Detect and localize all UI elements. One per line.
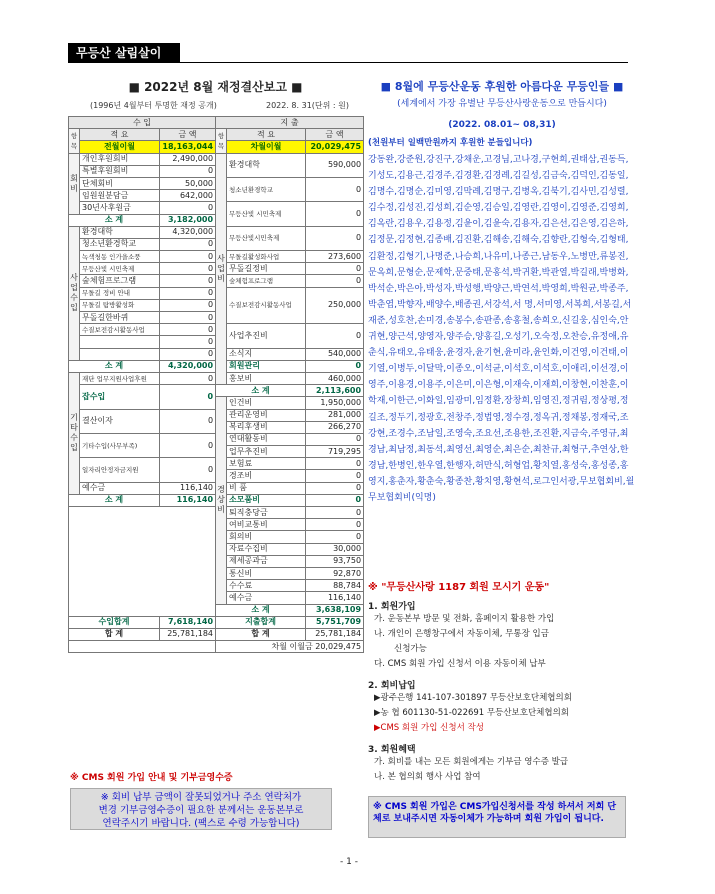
expense-value: 0 (306, 507, 364, 519)
subtotal-value: 2,113,600 (306, 385, 364, 397)
membership-campaign: ※ "무등산사랑 1187 회원 모시기 운동" 1. 회원가입 가. 운동본부 방문 및 전화, 홈페이지 활용한 가입 나. 개인이 은행창구에서 자동이체, 무통장 입금 신청가능 다. CMS 회원 가입 신청서 이용 자동이체 납부 2. 회비납입 ▶광주은행 141-107-301897 무등산보호단체협의회 ▶농 협 601130-51-022691 무등산보호단체협의회 ▶CMS 회원 가입 신청서 작성 3. 회원혜택 가. 회비를 내는 모든 회원에게는 기부금 영수증 발급 나. 본 협의회 행사 사업 참여 (368, 578, 636, 785)
income-item: 청소년환경학교 (80, 238, 160, 250)
donor-list: 강동완,강준원,강진구,강채운,고경님,고나경,구현희,권태삼,권동득,기성도,김용근,김경주,김경환,김경례,김길성,김금숙,김덕인,김동일,김명수,김명순,김미영,김막례,김명구,김병옥,김북기,김사민,김성렬,김수정,김성진,김성희,김순영,김승일,김영란,김영이,김영준,김영희,김옥란,김용우,김용정,김윤이,김윤숙,김용자,김은선,김은영,김은하,김정문,김정현,김종배,김진환,김해송,김해숙,김향란,김형숙,김형태,김환정,김형기,나명준,나승희,나유미,나종근,남동우,노병만,류봉진,문옥희,문형순,문제학,문중태,문홍석,박귀환,박관열,박길래,박병화,박석순,박은아,박성자,박성행,박양근,박연석,박영희,박원균,박종주,박춘엽,박향자,배양수,배종권,서강석,서 명,서미영,서복희,서봉길,서재준,성호찬,손미경,송봉수,송판종,송홍철,송희오,신길웅,심인숙,안귀현,양근석,양영자,양주승,양홍길,오성기,오숙정,오찬승,유정애,유춘식,유태오,유태웅,윤경자,윤기현,윤미라,윤인화,이건영,이건태,이기열,이병두,이달막,이종오,이석균,이석호,이석호,이애리,이선경,이영주,이용경,이용주,이은미,이은형,이재숙,이재희,이창현,이찬훈,이학재,이한근,이화일,임광미,임정환,장창희,임영진,정귀림,정상평,정길조,정두기,정광호,전창주,정법영,정수경,정옥귀,정채봉,정재국,조강현,조경수,조남일,조영숙,조요선,조용한,조진환,지금숙,주영규,최경남,최남정,최동석,최영선,최영순,최은순,최찬규,최형구,추연상,한경남,한병인,한우열,한행자,허만식,허형업,황치열,홍성숙,홍성종,홍영지,홍춘자,황춘숙,황종찬,황치영,황현석,로그인서광,무보협회비,월무보협회비(익명) (368, 155, 635, 503)
expense-value: 0 (306, 531, 364, 543)
expense-item: 예수금 (227, 592, 306, 604)
expense-value: 93,750 (306, 555, 364, 567)
contact-notice: ※ 회비 납부 금액이 잘못되었거나 주소 연락처가 변경 기부금영수증이 필요한 분께서는 운동본부로 연락주시기 바랍니다. (팩스로 수령 가능합니다) (70, 788, 332, 830)
expense-item: 청소년환경학교 (227, 177, 306, 201)
carry-over: 차월 이월금 20,029,475 (216, 641, 364, 653)
expense-value: 281,000 (306, 409, 364, 421)
income-value: 4,320,000 (160, 226, 216, 238)
income-value: 0 (160, 372, 216, 384)
donor-desc: (천원부터 일백만원까지 후원한 분들입니다) (368, 138, 533, 148)
expense-item: 무돌길정비 (227, 263, 306, 275)
income-value: 0 (160, 251, 216, 263)
section-title: 무등산 살림살이 (68, 43, 180, 63)
income-item: 예수금 (80, 482, 160, 494)
col-amount: 금 액 (306, 129, 364, 141)
expense-value: 250,000 (306, 287, 364, 324)
join-heading: 1. 회원가입 (368, 602, 416, 612)
income-item: 임원원분담금 (80, 190, 160, 202)
expense-item: 회원관리 (227, 360, 306, 372)
expense-value: 0 (306, 226, 364, 250)
expense-item: 소모품비 (227, 494, 306, 506)
report-date: 2022. 8. 31(단위 : 원) (265, 101, 349, 110)
income-value: 0 (160, 385, 216, 409)
expense-item: 사업추진비 (227, 324, 306, 348)
payment-heading: 2. 회비납입 (368, 681, 416, 691)
blank-area (69, 507, 216, 617)
income-item: 결산이자 (80, 409, 160, 433)
expense-value: 0 (306, 458, 364, 470)
col-category: 항목 (216, 129, 227, 153)
income-item (80, 336, 160, 348)
income-value: 0 (160, 263, 216, 275)
income-item: 일자리안정자금지원 (80, 458, 160, 482)
report-basis: (1996년 4월부터 투명한 재정 공개) (90, 101, 217, 110)
category-membership: 회비 (69, 153, 80, 214)
income-item: 환경대학 (80, 226, 160, 238)
income-value: 0 (160, 458, 216, 482)
col-item: 적 요 (227, 129, 306, 141)
finance-report (68, 78, 363, 118)
page-number: - 1 - (340, 857, 358, 867)
income-item: 수질보전감시활동사업 (80, 324, 160, 336)
table-row (69, 153, 364, 165)
table-row (69, 385, 364, 397)
subtotal-label: 소 계 (69, 214, 160, 226)
expense-value: 590,000 (306, 153, 364, 177)
grand-income: 25,781,184 (160, 628, 216, 640)
donor-section (368, 78, 636, 506)
income-value: 0 (160, 312, 216, 324)
report-title: ■ 2022년 8월 재정결산보고 ■ (128, 80, 303, 94)
bank-account-1: ▶광주은행 141-107-301897 무등산보호단체협의회 (374, 693, 572, 703)
expense-value: 0 (306, 519, 364, 531)
expense-value: 266,270 (306, 421, 364, 433)
bank-account-2: ▶농 협 601130-51-022691 무등산보호단체협의회 (374, 708, 570, 718)
income-value: 0 (160, 336, 216, 348)
expense-item: 홍보비 (227, 372, 306, 384)
prev-balance-value: 18,163,044 (160, 141, 216, 153)
category-project-income: 사업수입 (69, 226, 80, 360)
income-value: 642,000 (160, 190, 216, 202)
next-balance-label: 차월이월 (227, 141, 306, 153)
campaign-title: ※ "무등산사랑 1187 회원 모시기 운동" (368, 582, 550, 593)
income-item: 무돌길 정비 안내 (80, 287, 160, 299)
expense-value: 0 (306, 263, 364, 275)
income-value: 0 (160, 324, 216, 336)
income-value: 0 (160, 409, 216, 433)
expense-value: 30,000 (306, 543, 364, 555)
expense-item: 관리운영비 (227, 409, 306, 421)
subtotal-label: 소 계 (69, 494, 160, 506)
expense-value: 460,000 (306, 372, 364, 384)
prev-balance-label: 전월이월 (80, 141, 160, 153)
expense-item: 소식지 (227, 348, 306, 360)
income-item: 무돌길한바퀴 (80, 312, 160, 324)
expense-item: 보험료 (227, 458, 306, 470)
expense-item: 여비교통비 (227, 519, 306, 531)
income-item: 단체회비 (80, 177, 160, 189)
expense-value: 0 (306, 482, 364, 494)
category-project-expense: 사업비 (216, 153, 227, 385)
finance-table (68, 116, 364, 653)
income-value: 0 (160, 202, 216, 214)
category-operating: 경상비 (216, 397, 227, 604)
expense-item: 회의비 (227, 531, 306, 543)
income-value: 0 (160, 299, 216, 311)
cms-info-box: ※ CMS 회원 가입은 CMS가입신청서를 작성 하셔서 저희 단체로 보내주시면 자동이체가 가능하며 회원 가입이 됩니다. (368, 796, 626, 838)
expense-value: 273,600 (306, 251, 364, 263)
expense-item: 비 품 (227, 482, 306, 494)
grand-total-label: 합 계 (216, 628, 306, 640)
subtotal-label: 소 계 (69, 360, 160, 372)
income-item: 숲체험프로그램 (80, 275, 160, 287)
table-row (69, 129, 364, 141)
income-item: 재단 업무지원사업후원 (80, 372, 160, 384)
expense-value: 92,870 (306, 567, 364, 579)
expense-value: 0 (306, 360, 364, 372)
col-category: 항목 (69, 129, 80, 153)
income-total-label: 수입합계 (69, 616, 160, 628)
expense-item: 제세공과금 (227, 555, 306, 567)
carry-spacer (69, 641, 216, 653)
income-item: 개인후원회비 (80, 153, 160, 165)
expense-header: 지 출 (216, 117, 364, 129)
income-item: 30년사후원금 (80, 202, 160, 214)
grand-expense: 25,781,184 (306, 628, 364, 640)
donor-subtitle: (세계에서 가장 유별난 무등산사랑운동으로 만듭시다) (397, 99, 607, 109)
income-item (80, 348, 160, 360)
donor-period: (2022. 08.01~ 08,31) (448, 120, 556, 130)
expense-item: 무등산빛시민축제 (227, 226, 306, 250)
cms-application: ▶CMS 회원 가입 신청서 작성 (374, 723, 484, 733)
col-amount: 금 액 (160, 129, 216, 141)
expense-item: 숲체험프로그램 (227, 275, 306, 287)
expense-item: 수질보전감시활동사업 (227, 287, 306, 324)
expense-item: 수수료 (227, 580, 306, 592)
table-row (69, 641, 364, 653)
income-header: 수 입 (69, 117, 216, 129)
subtotal-value: 116,140 (160, 494, 216, 506)
table-row (69, 117, 364, 129)
income-value: 0 (160, 348, 216, 360)
income-item: 잡수입 (80, 385, 160, 409)
expense-item: 환경대학 (227, 153, 306, 177)
expense-item: 무돌길활성화사업 (227, 251, 306, 263)
income-item: 무돌길 탐방활성화 (80, 299, 160, 311)
income-item: 무등산빛 시민축제 (80, 263, 160, 275)
income-item: 특별후원회비 (80, 165, 160, 177)
col-item: 적 요 (80, 129, 160, 141)
expense-value: 0 (306, 433, 364, 445)
table-row (69, 616, 364, 628)
income-value: 2,490,000 (160, 153, 216, 165)
expense-item: 무등산빛 시민축제 (227, 202, 306, 226)
expense-total-value: 5,751,709 (306, 616, 364, 628)
income-item: 기타수입(사무부족) (80, 433, 160, 457)
expense-value: 0 (306, 494, 364, 506)
expense-value: 0 (306, 275, 364, 287)
donor-title: ■ 8월에 무등산운동 후원한 아름다운 무등인들 ■ (380, 80, 624, 93)
subtotal-value: 3,182,000 (160, 214, 216, 226)
expense-value: 1,950,000 (306, 397, 364, 409)
income-value: 0 (160, 287, 216, 299)
expense-value: 540,000 (306, 348, 364, 360)
expense-value: 719,295 (306, 446, 364, 458)
expense-value: 116,140 (306, 592, 364, 604)
income-value: 0 (160, 433, 216, 457)
expense-item: 인건비 (227, 397, 306, 409)
grand-total-label: 합 계 (69, 628, 160, 640)
category-other-income: 기타수입 (69, 372, 80, 494)
expense-total-label: 지출합계 (216, 616, 306, 628)
income-value: 0 (160, 275, 216, 287)
subtotal-value: 4,320,000 (160, 360, 216, 372)
expense-item: 연대활동비 (227, 433, 306, 445)
expense-item: 경조비 (227, 470, 306, 482)
income-value: 0 (160, 165, 216, 177)
income-item: 녹색청동 인가을소풍 (80, 251, 160, 263)
expense-value: 0 (306, 470, 364, 482)
income-value: 116,140 (160, 482, 216, 494)
expense-item: 퇴직충당금 (227, 507, 306, 519)
subtotal-label: 소 계 (216, 385, 306, 397)
expense-value: 0 (306, 324, 364, 348)
expense-value: 0 (306, 202, 364, 226)
income-value: 0 (160, 238, 216, 250)
header-divider (68, 62, 628, 63)
expense-item: 통신비 (227, 567, 306, 579)
expense-item: 복리후생비 (227, 421, 306, 433)
income-value: 50,000 (160, 177, 216, 189)
cms-note: ※ CMS 회원 가입 안내 및 기부금영수증 (70, 773, 233, 783)
subtotal-value: 3,638,109 (306, 604, 364, 616)
expense-item: 업무추진비 (227, 446, 306, 458)
expense-value: 88,784 (306, 580, 364, 592)
subtotal-label: 소 계 (216, 604, 306, 616)
table-row (69, 628, 364, 640)
expense-item: 자료수집비 (227, 543, 306, 555)
next-balance-value: 20,029,475 (306, 141, 364, 153)
income-total-value: 7,618,140 (160, 616, 216, 628)
expense-value: 0 (306, 177, 364, 201)
benefit-heading: 3. 회원혜택 (368, 745, 416, 755)
